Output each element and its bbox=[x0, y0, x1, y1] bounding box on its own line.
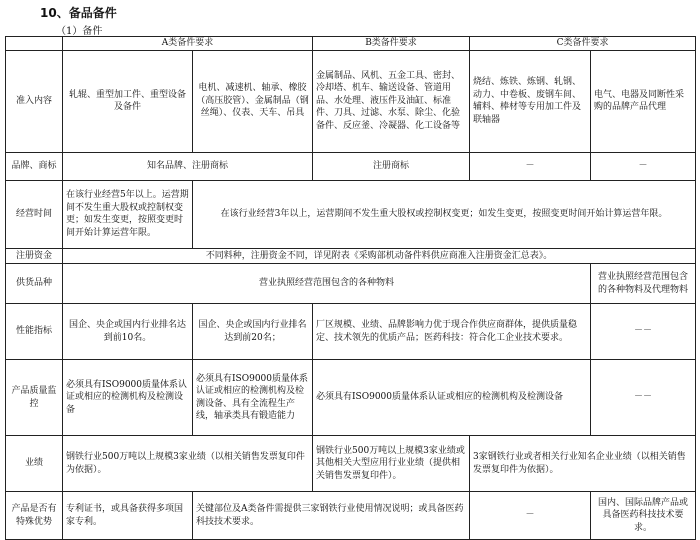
row-label-capital: 注册资金 bbox=[6, 248, 63, 264]
quality-bc: 必须具有ISO9000质量体系认证或相应的检测机构及检测设备 bbox=[313, 360, 591, 436]
special-c1: － bbox=[470, 492, 591, 540]
table-row-operation-time bbox=[6, 180, 696, 248]
table-header-row bbox=[6, 37, 696, 51]
record-c: 3家钢铁行业或者相关行业知名企业业绩（以相关销售发票复印件为依据）。 bbox=[470, 436, 696, 492]
access-b: 金属制品、风机、五金工具、密封、冷却塔、机车、输送设备、管道用品、水处理、液压件及油缸、标准件、刀具、过滤、水泵、除尘、化验备件、反应釜、冷凝器、化工设备等 bbox=[313, 50, 470, 152]
header-c: C类备件要求 bbox=[470, 37, 696, 51]
performance-c2: －－ bbox=[591, 304, 696, 360]
row-label-brand: 品牌、商标 bbox=[6, 152, 63, 180]
row-label-record: 业绩 bbox=[6, 436, 63, 492]
quality-a1: 必须具有ISO9000质量体系认证或相应的检测机构及检测设备 bbox=[63, 360, 193, 436]
supply-c2: 营业执照经营范围包含的各种物料及代理物料 bbox=[591, 264, 696, 304]
quality-c2: －－ bbox=[591, 360, 696, 436]
supply-main: 营业执照经营范围包含的各种物料 bbox=[63, 264, 591, 304]
table-row-brand bbox=[6, 152, 696, 180]
performance-bc: 厂区规模、业绩、品牌影响力优于现合作供应商群体，提供质量稳定、技术领先的优质产品；医药科技：符合化工企业技术要求。 bbox=[313, 304, 591, 360]
table-row-supply bbox=[6, 264, 696, 304]
brand-a: 知名品牌、注册商标 bbox=[63, 152, 313, 180]
performance-a1: 国企、央企或国内行业排名达到前10名。 bbox=[63, 304, 193, 360]
header-corner bbox=[6, 37, 63, 51]
quality-a2: 必须具有ISO9000质量体系认证或相应的检测机构及检测设备、具有全流程生产线，轴承类具有锻造能力 bbox=[193, 360, 313, 436]
brand-c1: － bbox=[470, 152, 591, 180]
special-c2: 国内、国际品牌产品或具备医药科技技术要求。 bbox=[591, 492, 696, 540]
operation-time-rest: 在该行业经营3年以上，运营期间不发生重大股权或控制权变更；如发生变更，按照变更时间开始计算运营年限。 bbox=[193, 180, 696, 248]
subsection-heading: （1）备件 bbox=[56, 26, 103, 37]
table-row-access bbox=[6, 50, 696, 152]
table-row-record bbox=[6, 436, 696, 492]
performance-a2: 国企、央企或国内行业排名达到前20名； bbox=[193, 304, 313, 360]
table-row-capital bbox=[6, 248, 696, 264]
row-label-access: 准入内容 bbox=[6, 50, 63, 152]
record-a: 钢铁行业500万吨以上规模3家业绩（以相关销售发票复印件为依据）。 bbox=[63, 436, 313, 492]
special-mid: 关键部位及A类备件需提供三家钢铁行业使用情况说明；或具备医药科技技术要求。 bbox=[193, 492, 470, 540]
access-a1: 轧辊、重型加工件、重型设备及备件 bbox=[63, 50, 193, 152]
operation-time-a: 在该行业经营5年以上。运营期间不发生重大股权或控制权变更；如发生变更，按照变更时间开始计算运营年限。 bbox=[63, 180, 193, 248]
spare-parts-requirements-table bbox=[5, 36, 696, 540]
access-c2: 电气、电器及同断性采购的品牌产品代理 bbox=[591, 50, 696, 152]
table-row-performance bbox=[6, 304, 696, 360]
header-a: A类备件要求 bbox=[63, 37, 313, 51]
brand-c2: － bbox=[591, 152, 696, 180]
row-label-quality: 产品质量监控 bbox=[6, 360, 63, 436]
section-heading: 10、备品备件 bbox=[40, 6, 117, 20]
brand-b: 注册商标 bbox=[313, 152, 470, 180]
row-label-operation-time: 经营时间 bbox=[6, 180, 63, 248]
row-label-special: 产品是否有特殊优势 bbox=[6, 492, 63, 540]
header-b: B类备件要求 bbox=[313, 37, 470, 51]
row-label-performance: 性能指标 bbox=[6, 304, 63, 360]
access-c1: 烧结、炼铁、炼钢、轧钢、动力、中卷板、废钢车间、辅料、棒材等专用加工件及联轴器 bbox=[470, 50, 591, 152]
special-a1: 专利证书，或具备获得多项国家专利。 bbox=[63, 492, 193, 540]
record-b: 钢铁行业500万吨以上规模3家业绩或其他相关大型应用行业业绩（提供相关销售发票复印件）。 bbox=[313, 436, 470, 492]
row-label-supply: 供货品种 bbox=[6, 264, 63, 304]
table-row-special bbox=[6, 492, 696, 540]
capital-text: 不同料种，注册资金不同，详见附表《采购部机动备件料供应商准入注册资金汇总表》。 bbox=[63, 248, 696, 264]
table-row-quality bbox=[6, 360, 696, 436]
access-a2: 电机、减速机、轴承、橡胶（高压胶管）、金属制品（钢丝绳）、仪表、天车、吊具 bbox=[193, 50, 313, 152]
